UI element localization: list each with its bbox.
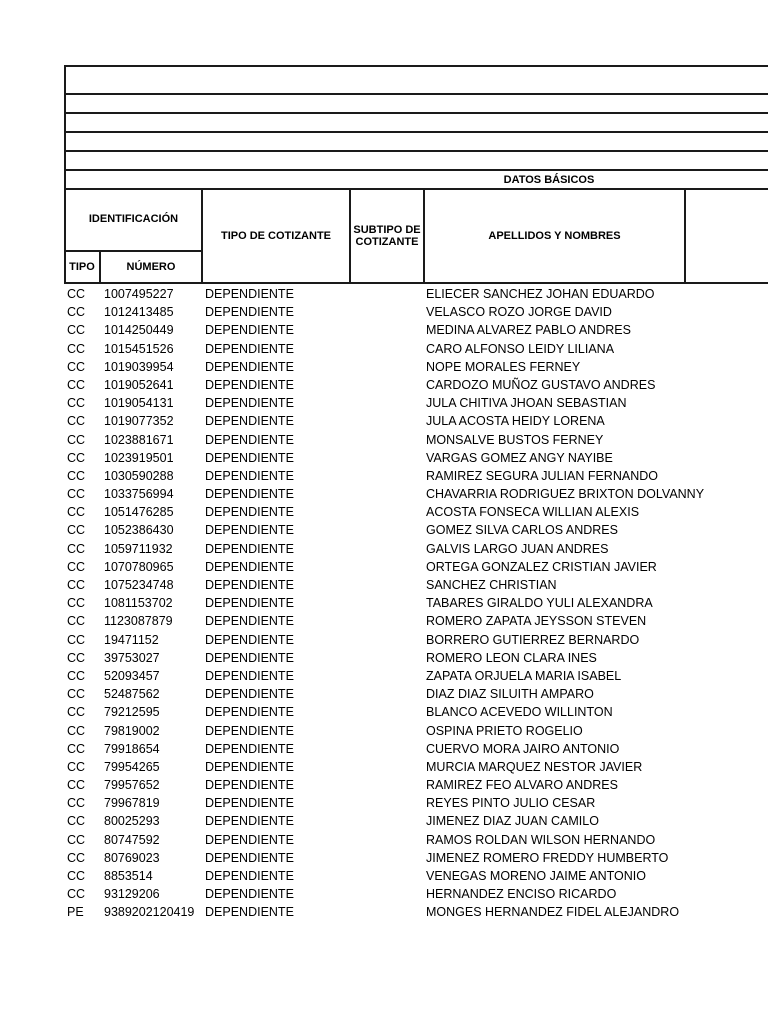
cell-tipo[interactable]: CC [67, 432, 86, 447]
cell-numero[interactable]: 79957652 [104, 778, 160, 793]
cell-tipo[interactable]: CC [67, 759, 86, 774]
cell-apellidos-nombres[interactable]: REYES PINTO JULIO CESAR [426, 796, 596, 811]
cell-tipo[interactable]: CC [67, 741, 86, 756]
cell-apellidos-nombres[interactable]: VENEGAS MORENO JAIME ANTONIO [426, 869, 646, 883]
title-row-divider-2 [64, 112, 768, 114]
table-row [64, 594, 768, 612]
cell-tipo-cotizante[interactable]: DEPENDIENTE [205, 377, 294, 392]
cell-numero[interactable]: 1123087879 [104, 614, 173, 629]
table-row [64, 376, 768, 394]
table-row [64, 867, 768, 885]
cell-tipo[interactable]: CC [67, 559, 86, 574]
cell-tipo-cotizante[interactable]: DEPENDIENTE [205, 487, 294, 502]
cell-apellidos-nombres[interactable]: ORTEGA GONZALEZ CRISTIAN JAVIER [426, 559, 657, 574]
cell-tipo[interactable]: PE [67, 905, 84, 920]
cell-apellidos-nombres[interactable]: JIMENEZ ROMERO FREDDY HUMBERTO [426, 850, 669, 865]
cell-apellidos-nombres[interactable]: JIMENEZ DIAZ JUAN CAMILO [426, 814, 599, 829]
cell-numero[interactable]: 52487562 [104, 687, 160, 702]
header-tipo: TIPO [69, 261, 95, 273]
table-row [64, 685, 768, 703]
cell-tipo-cotizante[interactable]: DEPENDIENTE [205, 468, 294, 483]
cell-tipo-cotizante[interactable]: DEPENDIENTE [205, 305, 294, 320]
table-row [64, 794, 768, 812]
cell-tipo[interactable]: CC [67, 723, 86, 738]
table-row [64, 667, 768, 685]
cell-tipo[interactable]: CC [67, 341, 86, 356]
cell-apellidos-nombres[interactable]: NOPE MORALES FERNEY [426, 359, 581, 374]
cell-numero[interactable]: 80025293 [104, 814, 160, 829]
cell-numero[interactable]: 1059711932 [104, 541, 173, 556]
table-row [64, 303, 768, 321]
data-table-body [64, 285, 768, 922]
cell-numero[interactable]: 79819002 [104, 723, 160, 738]
cell-apellidos-nombres[interactable]: DIAZ DIAZ SILUITH AMPARO [426, 687, 594, 702]
cell-apellidos-nombres[interactable]: RAMIREZ FEO ALVARO ANDRES [426, 778, 618, 793]
header-row-top [64, 188, 768, 190]
table-row [64, 321, 768, 339]
cell-tipo[interactable]: CC [67, 468, 86, 483]
cell-apellidos-nombres[interactable]: MONGES HERNANDEZ FIDEL ALEJANDRO [426, 905, 680, 920]
table-row [64, 812, 768, 830]
table-row [64, 558, 768, 576]
cell-apellidos-nombres[interactable]: JULA ACOSTA HEIDY LORENA [426, 414, 605, 429]
cell-apellidos-nombres[interactable]: TABARES GIRALDO YULI ALEXANDRA [426, 596, 653, 611]
cell-numero[interactable]: 80747592 [104, 832, 160, 847]
cell-tipo[interactable]: CC [67, 505, 86, 520]
table-row [64, 503, 768, 521]
table-row [64, 776, 768, 794]
cell-tipo-cotizante[interactable]: DEPENDIENTE [205, 705, 294, 720]
cell-tipo-cotizante[interactable]: DEPENDIENTE [205, 414, 294, 429]
cell-tipo[interactable]: CC [67, 414, 86, 429]
cell-numero[interactable]: 9389202120419 [104, 905, 195, 920]
cell-tipo[interactable]: CC [67, 687, 86, 702]
cell-numero[interactable]: 1023881671 [104, 432, 174, 447]
cell-tipo-cotizante[interactable]: DEPENDIENTE [205, 396, 294, 411]
table-row [64, 485, 768, 503]
cell-tipo-cotizante[interactable]: DEPENDIENTE [205, 832, 294, 847]
cell-tipo-cotizante[interactable]: DEPENDIENTE [205, 905, 294, 920]
table-row [64, 521, 768, 539]
cell-apellidos-nombres[interactable]: ROMERO ZAPATA JEYSSON STEVEN [426, 614, 647, 629]
spreadsheet-sheet [64, 65, 768, 925]
cell-tipo[interactable]: CC [67, 887, 86, 902]
cell-apellidos-nombres[interactable]: VARGAS GOMEZ ANGY NAYIBE [426, 450, 613, 465]
cell-numero[interactable]: 80769023 [104, 850, 160, 865]
cell-tipo-cotizante[interactable]: DEPENDIENTE [205, 578, 294, 592]
cell-tipo[interactable]: CC [67, 305, 86, 320]
cell-apellidos-nombres[interactable]: CHAVARRIA RODRIGUEZ BRIXTON DOLVANNY [426, 487, 705, 502]
cell-tipo[interactable]: CC [67, 396, 86, 411]
title-row-divider-3 [64, 131, 768, 133]
cell-tipo[interactable]: CC [67, 578, 86, 592]
cell-tipo[interactable]: CC [67, 650, 86, 665]
cell-apellidos-nombres[interactable]: RAMIREZ SEGURA JULIAN FERNANDO [426, 468, 658, 483]
cell-tipo[interactable]: CC [67, 814, 86, 829]
table-row [64, 849, 768, 867]
cell-apellidos-nombres[interactable]: RAMOS ROLDAN WILSON HERNANDO [426, 832, 656, 847]
header-numero: NÚMERO [126, 261, 176, 273]
cell-tipo-cotizante[interactable]: DEPENDIENTE [205, 668, 294, 683]
section-row-top [64, 169, 768, 171]
table-row [64, 394, 768, 412]
cell-tipo[interactable]: CC [67, 832, 86, 847]
table-row [64, 285, 768, 303]
cell-tipo[interactable]: CC [67, 796, 86, 811]
cell-tipo-cotizante[interactable]: DEPENDIENTE [205, 887, 294, 902]
cell-numero[interactable]: 1014250449 [104, 323, 174, 338]
cell-tipo-cotizante[interactable]: DEPENDIENTE [205, 505, 294, 520]
cell-numero[interactable]: 1019039954 [104, 359, 174, 374]
cell-apellidos-nombres[interactable]: ROMERO LEON CLARA INES [426, 650, 597, 665]
cell-tipo-cotizante[interactable]: DEPENDIENTE [205, 596, 294, 611]
cell-numero[interactable]: 52093457 [104, 668, 160, 683]
table-row [64, 740, 768, 758]
cell-tipo[interactable]: CC [67, 869, 86, 883]
table-row [64, 831, 768, 849]
table-row [64, 903, 768, 921]
cell-tipo-cotizante[interactable]: DEPENDIENTE [205, 359, 294, 374]
cell-tipo[interactable]: CC [67, 632, 86, 647]
cell-tipo[interactable]: CC [67, 359, 86, 374]
cell-numero[interactable]: 79967819 [104, 796, 160, 811]
cell-numero[interactable]: 1030590288 [104, 468, 174, 483]
cell-apellidos-nombres[interactable]: GALVIS LARGO JUAN ANDRES [426, 541, 609, 556]
cell-tipo-cotizante[interactable]: DEPENDIENTE [205, 869, 294, 883]
header-apellidos-nombres: APELLIDOS Y NOMBRES [488, 230, 621, 242]
table-row [64, 540, 768, 558]
cell-numero[interactable]: 1033756994 [104, 487, 174, 502]
title-row-divider-1 [64, 93, 768, 95]
cell-apellidos-nombres[interactable]: MEDINA ALVAREZ PABLO ANDRES [426, 323, 631, 338]
cell-tipo[interactable]: CC [67, 450, 86, 465]
cell-tipo-cotizante[interactable]: DEPENDIENTE [205, 850, 294, 865]
header-subtipo-cotizante: SUBTIPO DE COTIZANTE [353, 224, 421, 248]
cell-tipo-cotizante[interactable]: DEPENDIENTE [205, 687, 294, 702]
cell-tipo-cotizante[interactable]: DEPENDIENTE [205, 450, 294, 465]
table-row [64, 576, 768, 594]
table-row [64, 722, 768, 740]
table-row [64, 449, 768, 467]
names-column-right-border [684, 188, 686, 284]
cell-tipo-cotizante[interactable]: DEPENDIENTE [205, 559, 294, 574]
cell-apellidos-nombres[interactable]: BORRERO GUTIERREZ BERNARDO [426, 632, 640, 647]
cell-tipo[interactable]: CC [67, 523, 86, 538]
cell-numero[interactable]: 1075234748 [104, 578, 174, 592]
table-row [64, 703, 768, 721]
cell-tipo-cotizante[interactable]: DEPENDIENTE [205, 778, 294, 793]
cell-numero[interactable]: 79954265 [104, 759, 160, 774]
cell-numero[interactable]: 39753027 [104, 650, 160, 665]
table-row [64, 467, 768, 485]
identificacion-sub-divider [64, 250, 203, 252]
cell-tipo[interactable]: CC [67, 596, 86, 611]
cell-numero[interactable]: 1051476285 [104, 505, 174, 520]
cell-apellidos-nombres[interactable]: GOMEZ SILVA CARLOS ANDRES [426, 523, 618, 538]
section-title-datos-basicos: DATOS BÁSICOS [503, 174, 595, 186]
cell-numero[interactable]: 93129206 [104, 887, 160, 902]
cell-tipo[interactable]: CC [67, 487, 86, 502]
cell-apellidos-nombres[interactable]: MURCIA MARQUEZ NESTOR JAVIER [426, 759, 643, 774]
table-row [64, 758, 768, 776]
cell-tipo-cotizante[interactable]: DEPENDIENTE [205, 287, 294, 301]
cell-tipo-cotizante[interactable]: DEPENDIENTE [205, 650, 294, 665]
header-identificacion: IDENTIFICACIÓN [88, 213, 179, 225]
cell-tipo-cotizante[interactable]: DEPENDIENTE [205, 341, 294, 356]
cell-tipo[interactable]: CC [67, 541, 86, 556]
table-row [64, 631, 768, 649]
cell-apellidos-nombres[interactable]: BLANCO ACEVEDO WILLINTON [426, 705, 613, 720]
cell-tipo-cotizante[interactable]: DEPENDIENTE [205, 759, 294, 774]
cell-tipo-cotizante[interactable]: DEPENDIENTE [205, 614, 294, 629]
cell-apellidos-nombres[interactable]: OSPINA PRIETO ROGELIO [426, 723, 583, 738]
table-row [64, 649, 768, 667]
cell-tipo[interactable]: CC [67, 850, 86, 865]
cell-apellidos-nombres[interactable]: CARDOZO MUÑOZ GUSTAVO ANDRES [426, 377, 656, 392]
table-row [64, 358, 768, 376]
cell-apellidos-nombres[interactable]: HERNANDEZ ENCISO RICARDO [426, 887, 617, 902]
cell-tipo-cotizante[interactable]: DEPENDIENTE [205, 541, 294, 556]
cell-numero[interactable]: 1007495227 [104, 287, 174, 301]
cell-tipo-cotizante[interactable]: DEPENDIENTE [205, 632, 294, 647]
cell-tipo[interactable]: CC [67, 287, 86, 301]
cell-tipo[interactable]: CC [67, 377, 86, 392]
cell-apellidos-nombres[interactable]: MONSALVE BUSTOS FERNEY [426, 432, 604, 447]
header-row-bottom [64, 282, 768, 284]
cell-numero[interactable]: 1023919501 [104, 450, 174, 465]
cell-apellidos-nombres[interactable]: JULA CHITIVA JHOAN SEBASTIAN [426, 396, 627, 411]
cell-apellidos-nombres[interactable]: CUERVO MORA JAIRO ANTONIO [426, 741, 620, 756]
table-row [64, 885, 768, 903]
cell-apellidos-nombres[interactable]: SANCHEZ CHRISTIAN [426, 578, 557, 592]
top-border [64, 65, 768, 67]
cell-apellidos-nombres[interactable]: VELASCO ROZO JORGE DAVID [426, 305, 612, 320]
cell-numero[interactable]: 1081153702 [104, 596, 173, 611]
cell-apellidos-nombres[interactable]: ELIECER SANCHEZ JOHAN EDUARDO [426, 287, 655, 301]
cell-apellidos-nombres[interactable]: ACOSTA FONSECA WILLIAN ALEXIS [426, 505, 640, 520]
cell-tipo[interactable]: CC [67, 778, 86, 793]
cell-numero[interactable]: 1070780965 [104, 559, 174, 574]
table-row [64, 612, 768, 630]
table-row [64, 412, 768, 430]
cell-numero[interactable]: 1015451526 [104, 341, 174, 356]
cell-tipo[interactable]: CC [67, 323, 86, 338]
cell-numero[interactable]: 1019077352 [104, 414, 174, 429]
cell-tipo[interactable]: CC [67, 668, 86, 683]
cell-tipo[interactable]: CC [67, 705, 86, 720]
cell-apellidos-nombres[interactable]: ZAPATA ORJUELA MARIA ISABEL [426, 668, 622, 683]
cell-numero[interactable]: 1052386430 [104, 523, 174, 538]
cell-numero[interactable]: 79918654 [104, 741, 160, 756]
table-row [64, 340, 768, 358]
cell-apellidos-nombres[interactable]: CARO ALFONSO LEIDY LILIANA [426, 341, 615, 356]
cell-tipo-cotizante[interactable]: DEPENDIENTE [205, 796, 294, 811]
cell-numero[interactable]: 8853514 [104, 869, 153, 883]
cell-numero[interactable]: 19471152 [104, 632, 159, 647]
cell-numero[interactable]: 79212595 [104, 705, 160, 720]
title-row-divider-4 [64, 150, 768, 152]
cell-tipo-cotizante[interactable]: DEPENDIENTE [205, 723, 294, 738]
table-row [64, 431, 768, 449]
cell-numero[interactable]: 1019052641 [104, 377, 174, 392]
cell-tipo-cotizante[interactable]: DEPENDIENTE [205, 432, 294, 447]
cell-tipo-cotizante[interactable]: DEPENDIENTE [205, 523, 294, 538]
cell-tipo[interactable]: CC [67, 614, 86, 629]
cell-numero[interactable]: 1012413485 [104, 305, 174, 320]
cell-tipo-cotizante[interactable]: DEPENDIENTE [205, 323, 294, 338]
header-tipo-cotizante: TIPO DE COTIZANTE [221, 230, 331, 242]
cell-numero[interactable]: 1019054131 [104, 396, 174, 411]
cell-tipo-cotizante[interactable]: DEPENDIENTE [205, 814, 294, 829]
cell-tipo-cotizante[interactable]: DEPENDIENTE [205, 741, 294, 756]
